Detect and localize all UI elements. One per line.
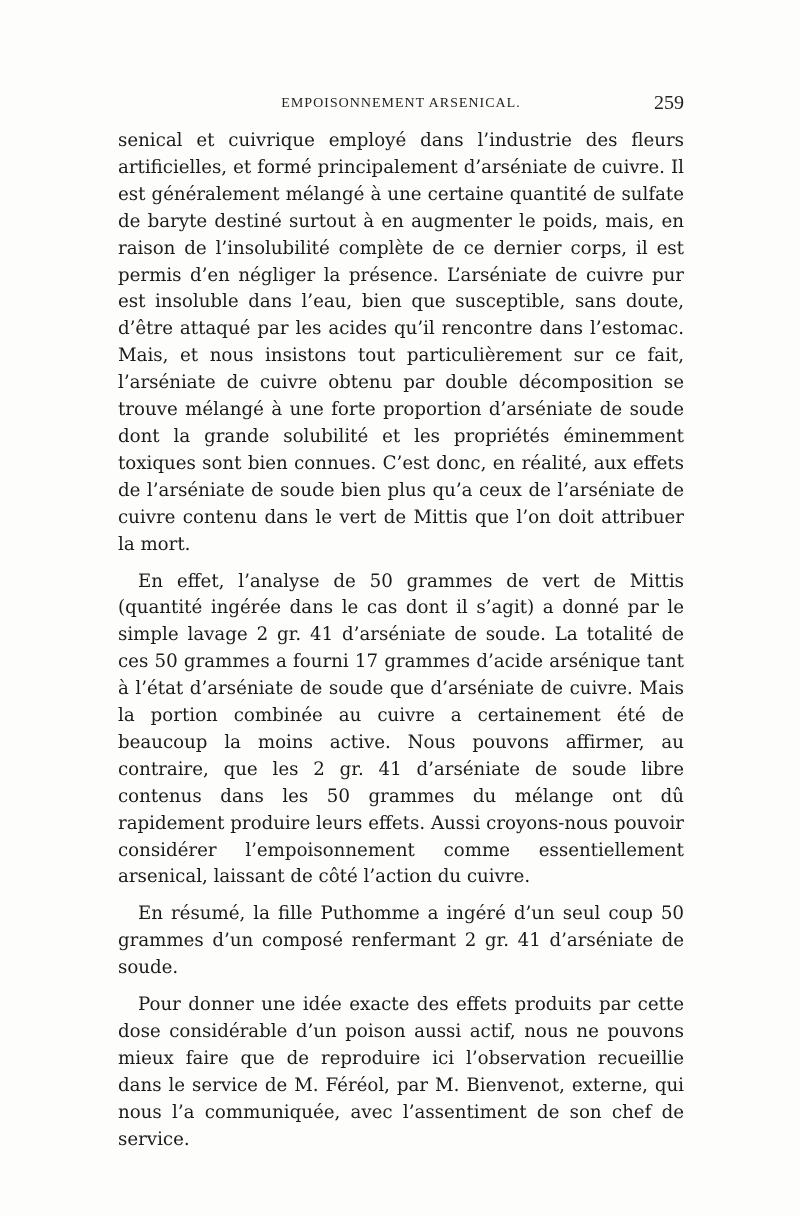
running-title: EMPOISONNEMENT ARSENICAL. [281,96,521,111]
body-text [118,128,684,1154]
running-head [118,92,684,120]
paragraph-continuation: senical et cuivrique employé dans l’industrie des fleurs artificielles, et formé principalement d’arséniate de cuivre. Il est généralement mélangé à une certaine quantité de sulfate de baryte destiné surtout à en augmenter le poids, mais, en raison de l’insolubilité complète de ce dernier corps, il est permis d’en négliger la présence. L’arséniate de cuivre pur est insoluble dans l’eau, bien que susceptible, sans doute, d’être attaqué par les acides qu’il rencontre dans l’estomac. Mais, et nous insistons tout particulièrement sur ce fait, l’arséniate de cuivre obtenu par double décomposition se trouve mélangé à une forte proportion d’arséniate de soude dont la grande solubilité et les propriétés éminemment toxiques sont bien connues. C’est donc, en réalité, aux effets de l’arséniate de soude bien plus qu’a ceux de l’arséniate de cuivre contenu dans le vert de Mittis que l’on doit attribuer la mort. [118,130,684,555]
paragraph-observation: Pour donner une idée exacte des effets produits par cette dose considérable d’un poison aussi actif, nous ne pouvons mieux faire que de reproduire ici l’observation recueillie dans le service de M. Féréol, par M. Bienvenot, externe, qui nous l’a communiquée, avec l’assentiment de son chef de service. [118,994,684,1150]
paragraph-summary: En résumé, la fille Puthomme a ingéré d’un seul coup 50 grammes d’un composé renfermant 2 gr. 41 d’arséniate de soude. [118,903,684,979]
paragraph-analysis: En effet, l’analyse de 50 grammes de vert de Mittis (quantité ingérée dans le cas dont il s’agit) a donné par le simple lavage 2 gr. 41 d’arséniate de soude. La totalité de ces 50 grammes a fourni 17 grammes d’acide arsénique tant à l’état d’arséniate de soude que d’arséniate de cuivre. Mais la portion combinée au cuivre a certainement été de beaucoup la moins active. Nous pouvons affirmer, au contraire, que les 2 gr. 41 d’arséniate de soude libre contenus dans les 50 grammes du mélange ont dû rapidement produire leurs effets. Aussi croyons-nous pouvoir considérer l’empoisonnement comme essentiellement arsenical, laissant de côté l’action du cuivre. [118,570,684,888]
page-number: 259 [654,92,684,114]
